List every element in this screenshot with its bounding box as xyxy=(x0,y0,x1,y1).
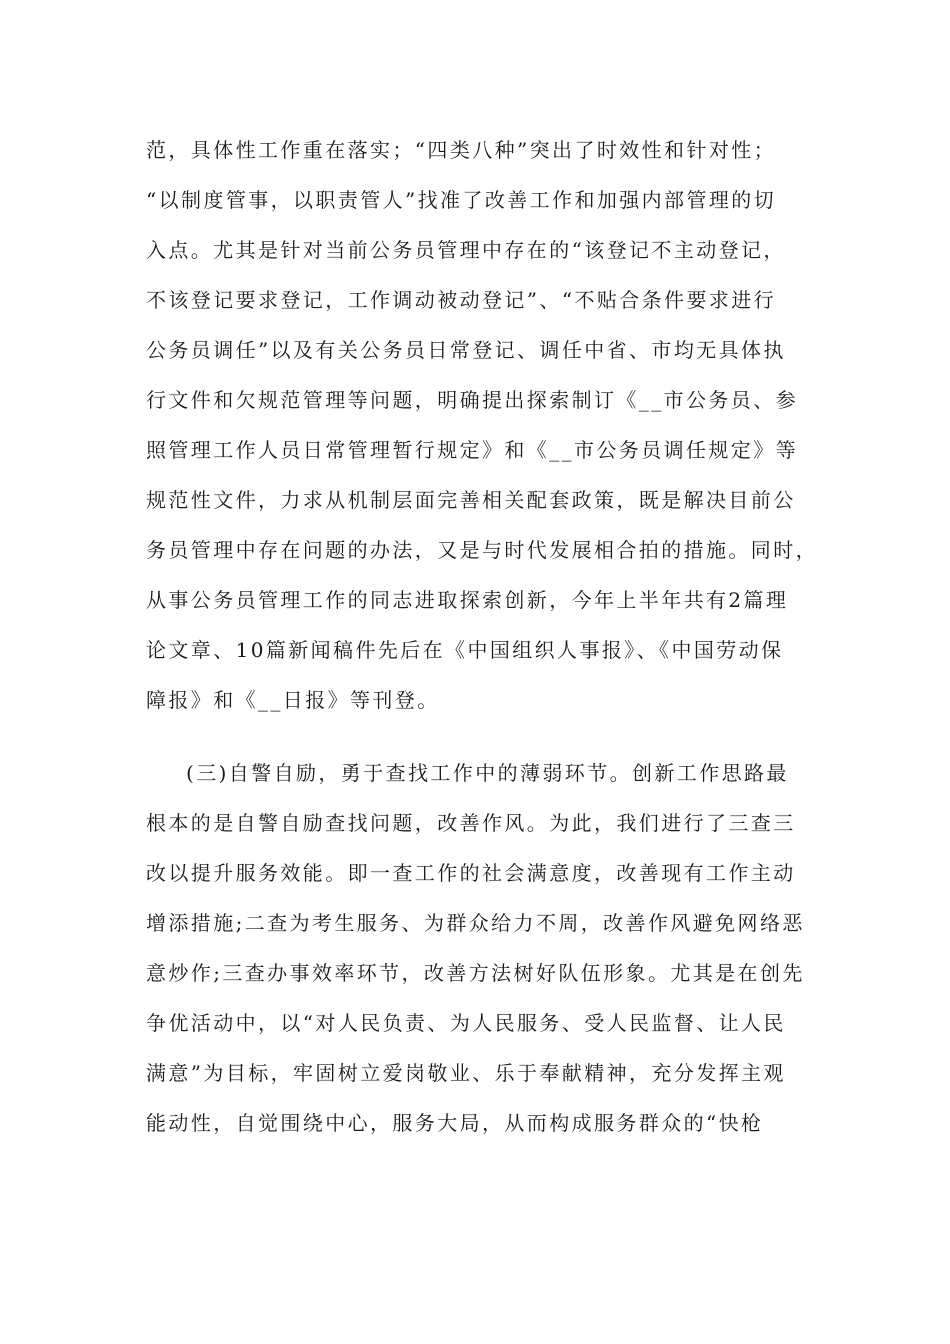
paragraph-1-line-5: 公务员调任”以及有关公务员日常登记、调任中省、市均无具体执 xyxy=(146,338,786,362)
paragraph-1-line-10: 从事公务员管理工作的同志进取探索创新，今年上半年共有2篇理 xyxy=(146,588,789,612)
paragraph-1-line-6: 行文件和欠规范管理等问题，明确提出探索制订《__市公务员、参 xyxy=(146,388,798,412)
paragraph-2-line-6: 争优活动中，以“对人民负责、为人民服务、受人民监督、让人民 xyxy=(146,1011,786,1035)
paragraph-2-line-7: 满意”为目标，牢固树立爱岗敬业、乐于奉献精神，充分发挥主观 xyxy=(146,1061,786,1085)
paragraph-2-line-3: 改以提升服务效能。即一查工作的社会满意度，改善现有工作主动 xyxy=(146,861,796,885)
paragraph-1-line-11: 论文章、10篇新闻稿件先后在《中国组织人事报》、《中国劳动保 xyxy=(146,638,784,662)
paragraph-1-line-12: 障报》和《__日报》等刊登。 xyxy=(146,688,440,712)
paragraph-1-line-7: 照管理工作人员日常管理暂行规定》和《__市公务员调任规定》等 xyxy=(146,438,798,462)
paragraph-1-line-3: 入点。尤其是针对当前公务员管理中存在的“该登记不主动登记， xyxy=(146,238,786,262)
paragraph-1-line-8: 规范性文件，力求从机制层面完善相关配套政策，既是解决目前公 xyxy=(146,488,796,512)
paragraph-1-line-2: “以制度管事，以职责管人”找准了改善工作和加强内部管理的切 xyxy=(146,188,777,212)
paragraph-1-line-4: 不该登记要求登记，工作调动被动登记”、“不贴合条件要求进行 xyxy=(146,288,777,312)
paragraph-1-line-9: 务员管理中存在问题的办法，又是与时代发展相合拍的措施。同时， xyxy=(146,538,818,562)
paragraph-2-line-4: 增添措施;二查为考生服务、为群众给力不周，改善作风避免网络恶 xyxy=(146,911,805,935)
paragraph-2-line-1: (三)自警自励，勇于查找工作中的薄弱环节。创新工作思路最 xyxy=(186,761,789,785)
paragraph-2-line-8: 能动性，自觉围绕中心，服务大局，从而构成服务群众的“快枪 xyxy=(146,1111,764,1135)
paragraph-1-line-1: 范，具体性工作重在落实；“四类八种”突出了时效性和针对性； xyxy=(146,138,777,162)
paragraph-2-line-2: 根本的是自警自励查找问题，改善作风。为此，我们进行了三查三 xyxy=(146,811,796,835)
paragraph-2-line-5: 意炒作;三查办事效率环节，改善方法树好队伍形象。尤其是在创先 xyxy=(146,961,805,985)
